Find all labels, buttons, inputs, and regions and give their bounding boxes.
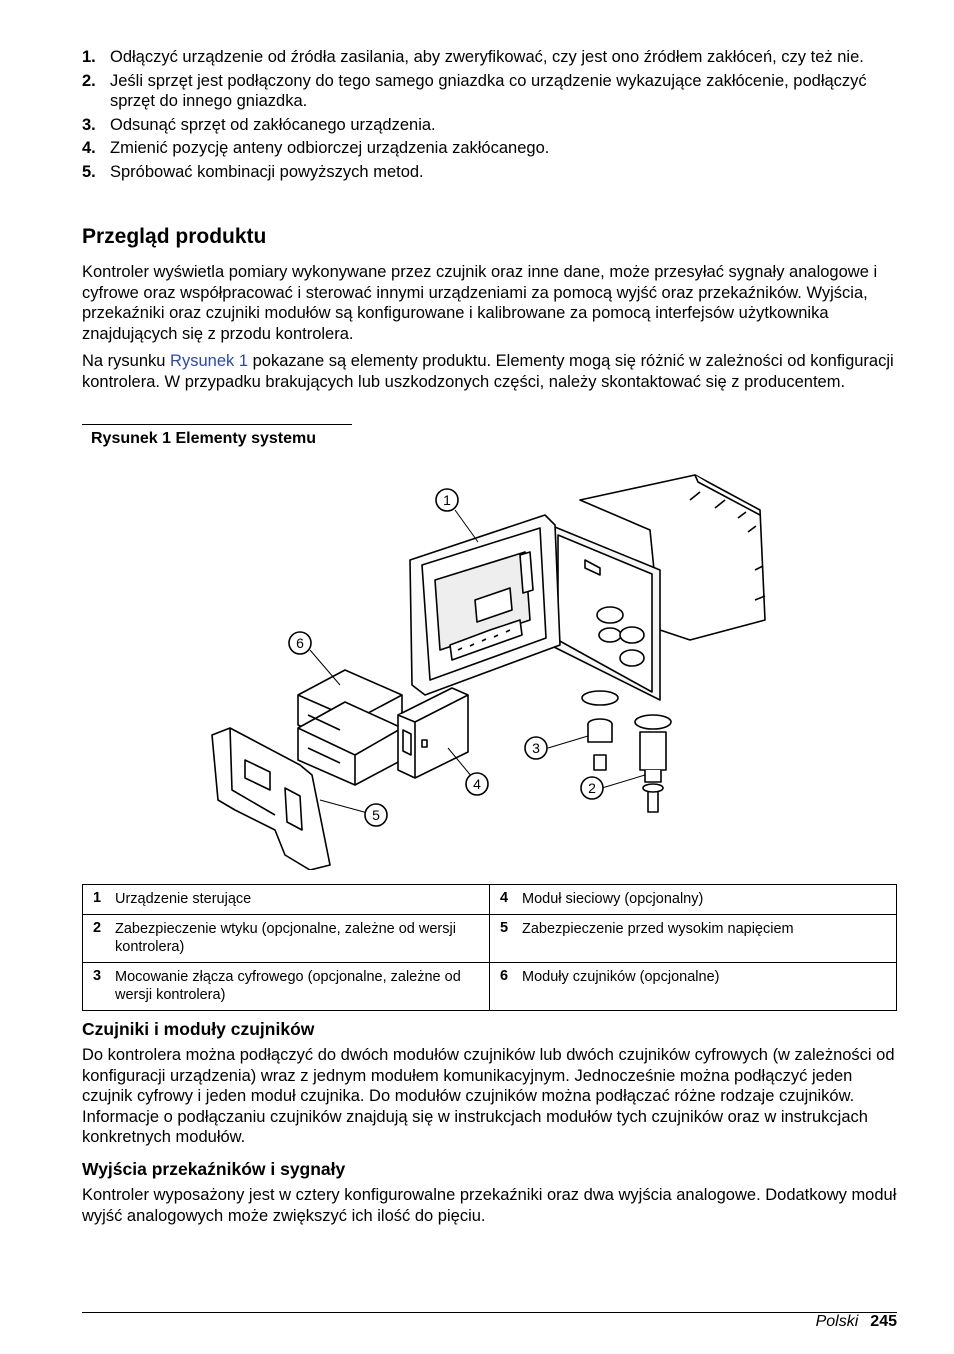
callout-4: [466, 773, 488, 795]
callout-5: [365, 804, 387, 826]
sensors-paragraph: Do kontrolera można podłączyć do dwóch modułów czujników lub dwóch czujników cyfrowych (w zależności od konfiguracji urządzenia) wraz z jednym modułem komunikacyjnym. Jednocześnie można podłączyć jeden czujnik cyfrowy i jeden moduł czujnika. Do modułów czujników można podłączać różne rodzaje czujników. Informacje o podłączaniu czujników znajdują się w instrukcjach modułów tych czujników oraz w instrukcjach konkretnych modułów.: [82, 1046, 895, 1146]
table-row: [83, 915, 897, 963]
legend-cell: 5 Zabezpieczenie przed wysokim napięciem: [490, 915, 897, 963]
subsection-title-sensors: Czujniki i moduły czujników: [82, 1019, 315, 1039]
controller-door: [550, 525, 660, 700]
caption-rule: [82, 424, 352, 425]
callout-3: [525, 737, 547, 759]
page-number: 245: [870, 1313, 897, 1330]
table-row: [83, 963, 897, 1011]
network-module: [398, 688, 468, 778]
callout-6: [289, 632, 311, 654]
callout-1: [436, 489, 458, 511]
troubleshooting-steps: [82, 47, 897, 185]
page-footer: [816, 1313, 897, 1331]
list-item: 2. Jeśli sprzęt jest podłączony do tego samego gniazdka co urządzenie wykazujące zakłócenie, podłączyć sprzęt do innego gniazdka.: [82, 71, 867, 110]
svg-text:4: 4: [473, 776, 481, 792]
figure-link[interactable]: Rysunek 1: [170, 352, 249, 370]
legend-cell: 1 Urządzenie sterujące: [83, 885, 490, 915]
system-components-illustration: [190, 470, 780, 870]
section-title: Przegląd produktu: [82, 225, 267, 248]
svg-text:2: 2: [588, 780, 596, 796]
legend-cell: 6 Moduły czujników (opcjonalne): [490, 963, 897, 1011]
svg-text:6: 6: [296, 635, 304, 651]
intro-paragraph: Kontroler wyświetla pomiary wykonywane przez czujnik oraz inne dane, może przesyłać sygnały analogowe i cyfrowe oraz współpracować i sterować innymi urządzeniami za pomocą wyjść oraz przekaźników. Wyjścia, przekaźniki oraz czujniki modułów są konfigurowane i kalibrowane za pomocą interfejsów użytkownika znajdujących się z przodu kontrolera.: [82, 263, 878, 343]
list-item: 4. Zmienić pozycję anteny odbiorczej urządzenia zakłócanego.: [82, 139, 550, 157]
table-row: [83, 885, 897, 915]
svg-text:3: 3: [532, 740, 540, 756]
subsection-title-relays: Wyjścia przekaźników i sygnały: [82, 1159, 346, 1179]
figure-legend-table: [82, 884, 897, 1011]
legend-cell: 3 Mocowanie złącza cyfrowego (opcjonalne, zależne od wersji kontrolera): [83, 963, 490, 1011]
footer-rule: [82, 1312, 897, 1313]
relays-paragraph: Kontroler wyposażony jest w cztery konfigurowalne przekaźniki oraz dwa wyjścia analogowe. Dodatkowy moduł wyjść analogowych może zwiększyć ich ilość do pięciu.: [82, 1186, 897, 1225]
list-item: 5. Spróbować kombinacji powyższych metod.: [82, 162, 424, 181]
callout-2: [581, 777, 603, 799]
sensor-modules: [298, 670, 402, 785]
list-item: 1. Odłączyć urządzenie od źródła zasilania, aby zweryfikować, czy jest ono źródłem zakłóceń, czy też nie.: [82, 48, 864, 66]
footer-language: Polski: [815, 1313, 859, 1330]
svg-text:1: 1: [443, 492, 451, 508]
legend-cell: 2 Zabezpieczenie wtyku (opcjonalne, zależne od wersji kontrolera): [83, 915, 490, 963]
controller-front-panel: [410, 515, 560, 695]
list-item: 3. Odsunąć sprzęt od zakłócanego urządzenia.: [82, 115, 436, 134]
svg-text:5: 5: [372, 807, 380, 823]
figure-reference-paragraph: Na rysunku Rysunek 1 pokazane są elementy produktu. Elementy mogą się różnić w zależności od konfiguracji kontrolera. W przypadku brakujących lub uszkodzonych części, należy skontaktować się z producentem.: [82, 352, 894, 391]
figure-caption: Rysunek 1 Elementy systemu: [91, 430, 316, 447]
legend-cell: 4 Moduł sieciowy (opcjonalny): [490, 885, 897, 915]
